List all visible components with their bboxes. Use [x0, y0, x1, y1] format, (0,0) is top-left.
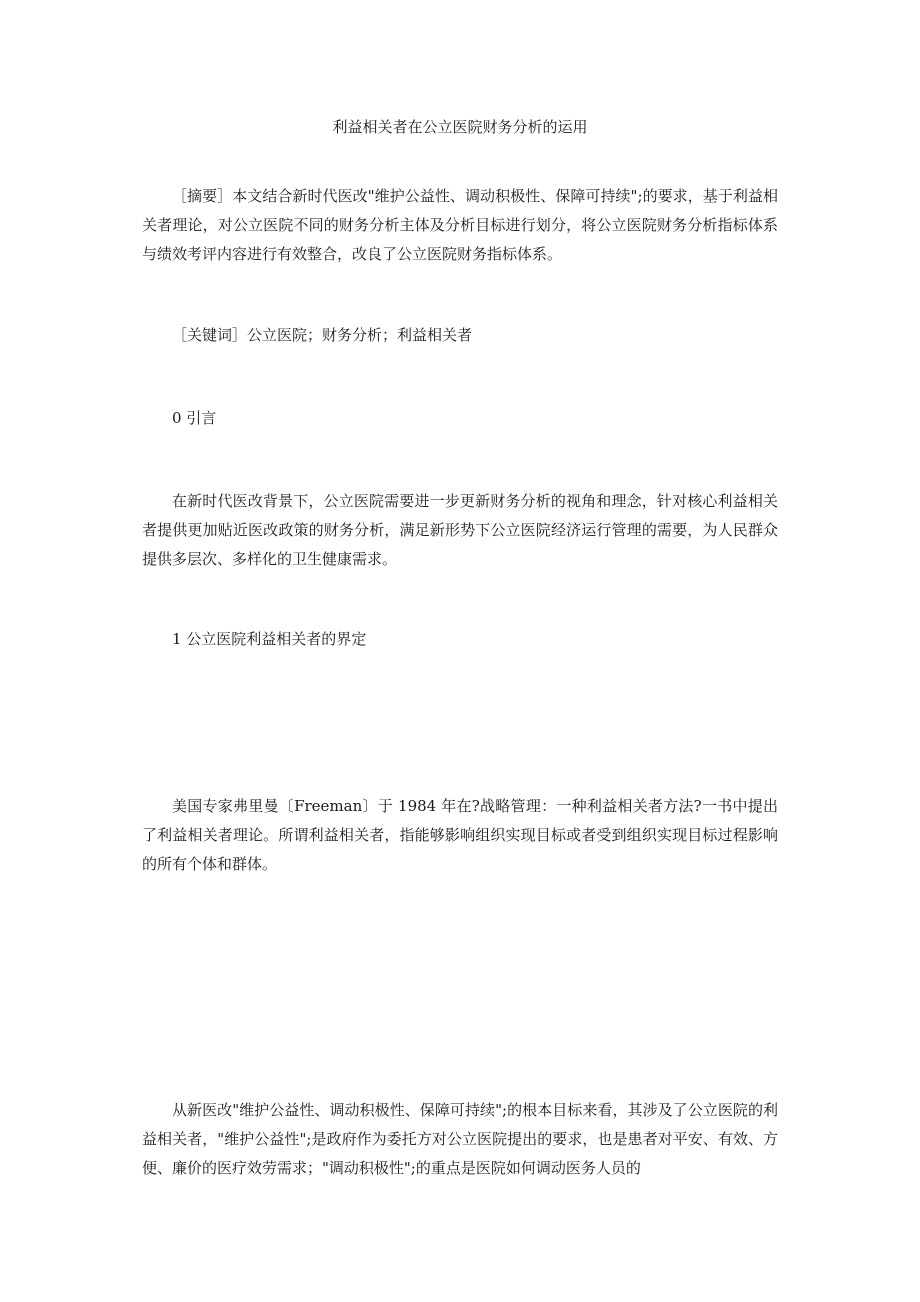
section-heading-intro: 0 引言 [172, 409, 217, 427]
section-1-paragraph-2: 从新医改"维护公益性、调动积极性、保障可持续";的根本目标来看，其涉及了公立医院的利益相关者，"维护公益性";是政府作为委托方对公立医院提出的要求，也是患者对平安、有效、方便、廉价的医疗效劳需求；"调动积极性";的重点是医院如何调动医务人员的 [142, 1101, 778, 1177]
keywords-line: ［关键词］公立医院；财务分析；利益相关者 [172, 326, 473, 344]
section-heading-1: 1 公立医院利益相关者的界定 [172, 630, 367, 648]
abstract-paragraph: ［摘要］本文结合新时代医改"维护公益性、调动积极性、保障可持续";的要求，基于利益相关者理论，对公立医院不同的财务分析主体及分析目标进行划分，将公立医院财务分析指标体系与绩效考评内容进行有效整合，改良了公立医院财务指标体系。 [142, 187, 778, 263]
intro-paragraph: 在新时代医改背景下，公立医院需要进一步更新财务分析的视角和理念，针对核心利益相关者提供更加贴近医改政策的财务分析，满足新形势下公立医院经济运行管理的需要，为人民群众提供多层次、多样化的卫生健康需求。 [142, 492, 778, 568]
document-title: 利益相关者在公立医院财务分析的运用 [332, 118, 588, 136]
section-1-paragraph-1: 美国专家弗里曼〔Freeman〕于 1984 年在?战略管理：一种利益相关者方法?一书中提出了利益相关者理论。所谓利益相关者，指能够影响组织实现目标或者受到组织实现目标过程影响的所有个体和群体。 [142, 797, 778, 873]
